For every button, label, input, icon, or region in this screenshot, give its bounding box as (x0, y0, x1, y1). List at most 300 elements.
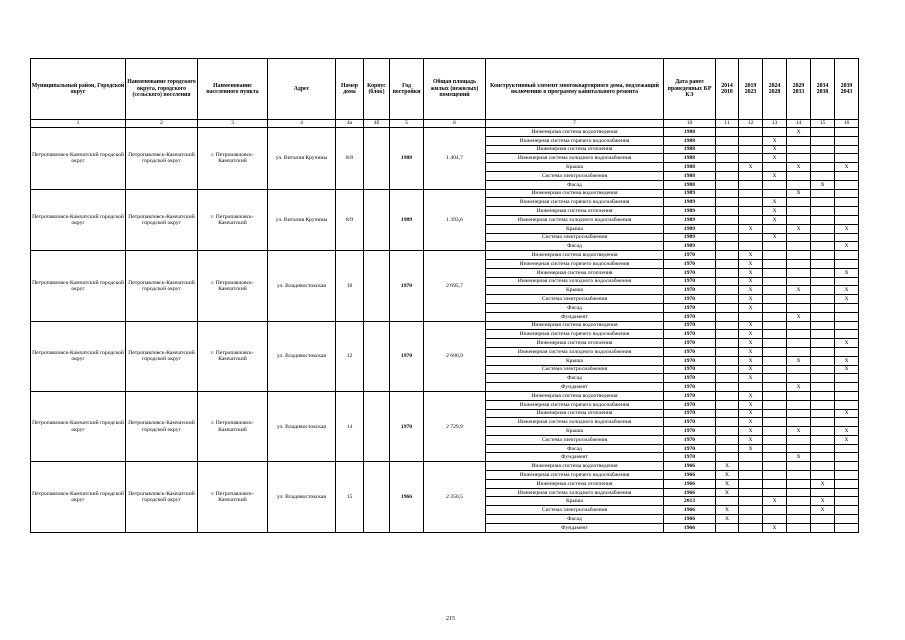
area-cell: 1 393,6 (424, 189, 486, 251)
period-mark-cell (787, 347, 811, 356)
column-header: Адрес (268, 59, 336, 120)
period-mark-cell: X (787, 383, 811, 392)
period-mark-cell (787, 207, 811, 216)
period-mark-cell (811, 198, 835, 207)
period-mark-cell: X (763, 145, 787, 154)
period-mark-cell (763, 128, 787, 137)
period-mark-cell: X (835, 365, 859, 374)
settlement-cell: Петропавловск-Камчатский городской округ (126, 251, 198, 321)
period-mark-cell (739, 497, 763, 506)
period-mark-cell (716, 523, 739, 532)
column-number: 6 (424, 120, 486, 128)
period-mark-cell: X (763, 233, 787, 242)
locality-cell: г. Петропавловск-Камчатский (198, 321, 268, 391)
period-mark-cell: X (763, 136, 787, 145)
period-mark-cell: X (811, 180, 835, 189)
column-number: 10 (664, 120, 716, 128)
element-name-cell: Крыша (486, 286, 664, 295)
period-mark-cell (739, 171, 763, 180)
table-row (31, 189, 859, 198)
column-number: 13 (763, 120, 787, 128)
period-mark-cell (739, 479, 763, 488)
period-mark-cell (811, 189, 835, 198)
period-mark-cell (716, 409, 739, 418)
block-cell (364, 462, 390, 532)
period-mark-cell (763, 409, 787, 418)
period-mark-cell (716, 444, 739, 453)
build-year-cell: 1970 (390, 391, 424, 461)
period-mark-cell (787, 400, 811, 409)
column-number: 7 (486, 120, 664, 128)
column-header: Муниципальный район, Городской округ (31, 59, 126, 120)
element-name-cell: Система электроснабжения (486, 171, 664, 180)
period-mark-cell (787, 268, 811, 277)
column-number: 14 (787, 120, 811, 128)
element-name-cell: Инженерная система горячего водоснабжения (486, 136, 664, 145)
period-mark-cell (787, 374, 811, 383)
element-name-cell: Фундамент (486, 453, 664, 462)
period-mark-cell (716, 356, 739, 365)
house-number-cell: 8/9 (336, 189, 364, 251)
repair-date-cell: 1966 (664, 488, 716, 497)
period-mark-cell (716, 303, 739, 312)
period-mark-cell (763, 242, 787, 251)
period-mark-cell: X (739, 374, 763, 383)
period-mark-cell (811, 330, 835, 339)
header-row (31, 59, 859, 120)
element-name-cell: Фасад (486, 180, 664, 189)
column-header: Наименование городского округа, городского (сельского) поселения (126, 59, 198, 120)
period-mark-cell (716, 268, 739, 277)
period-mark-cell (739, 233, 763, 242)
period-mark-cell (811, 286, 835, 295)
period-mark-cell (763, 479, 787, 488)
period-mark-cell (787, 391, 811, 400)
repair-date-cell: 1970 (664, 251, 716, 260)
column-number: 16 (835, 120, 859, 128)
period-mark-cell (739, 189, 763, 198)
period-mark-cell (716, 145, 739, 154)
period-mark-cell (835, 277, 859, 286)
period-mark-cell (787, 259, 811, 268)
element-name-cell: Фасад (486, 242, 664, 251)
period-mark-cell (763, 471, 787, 480)
element-name-cell: Система электроснабжения (486, 365, 664, 374)
period-mark-cell (811, 259, 835, 268)
column-header: 2019 2023 (739, 59, 763, 120)
period-mark-cell: X (739, 303, 763, 312)
document-page (30, 58, 859, 533)
period-mark-cell: X (716, 462, 739, 471)
period-mark-cell (763, 506, 787, 515)
period-mark-cell (716, 321, 739, 330)
period-mark-cell (811, 171, 835, 180)
repair-date-cell: 1966 (664, 523, 716, 532)
period-mark-cell (811, 321, 835, 330)
period-mark-cell (716, 215, 739, 224)
repair-date-cell: 1970 (664, 277, 716, 286)
period-mark-cell (835, 506, 859, 515)
repair-date-cell: 1970 (664, 339, 716, 348)
column-header: 2014 2018 (716, 59, 739, 120)
period-mark-cell (835, 374, 859, 383)
period-mark-cell (739, 453, 763, 462)
table-row (31, 128, 859, 137)
period-mark-cell (835, 128, 859, 137)
period-mark-cell (811, 391, 835, 400)
period-mark-cell (716, 207, 739, 216)
period-mark-cell (716, 251, 739, 260)
period-mark-cell (763, 277, 787, 286)
repair-date-cell: 1970 (664, 435, 716, 444)
period-mark-cell (716, 224, 739, 233)
block-cell (364, 391, 390, 461)
period-mark-cell (787, 523, 811, 532)
repair-date-cell: 1970 (664, 391, 716, 400)
period-mark-cell: X (763, 198, 787, 207)
element-name-cell: Крыша (486, 163, 664, 172)
settlement-cell: Петропавловск-Камчатский городской округ (126, 321, 198, 391)
period-mark-cell (716, 435, 739, 444)
period-mark-cell (835, 145, 859, 154)
period-mark-cell: X (739, 400, 763, 409)
period-mark-cell (763, 515, 787, 524)
column-number: 1 (31, 120, 126, 128)
period-mark-cell (716, 427, 739, 436)
period-mark-cell (739, 462, 763, 471)
period-mark-cell (835, 154, 859, 163)
repair-date-cell: 1970 (664, 321, 716, 330)
period-mark-cell (835, 383, 859, 392)
period-mark-cell (763, 251, 787, 260)
element-name-cell: Система электроснабжения (486, 295, 664, 304)
column-number: 5 (390, 120, 424, 128)
repair-date-cell: 1989 (664, 242, 716, 251)
period-mark-cell (835, 233, 859, 242)
period-mark-cell (787, 506, 811, 515)
period-mark-cell (763, 427, 787, 436)
period-mark-cell (716, 400, 739, 409)
period-mark-cell (811, 312, 835, 321)
period-mark-cell: X (835, 339, 859, 348)
period-mark-cell (835, 189, 859, 198)
period-mark-cell (763, 189, 787, 198)
area-cell: 2 695,7 (424, 251, 486, 321)
repair-date-cell: 1970 (664, 330, 716, 339)
repair-date-cell: 1989 (664, 189, 716, 198)
period-mark-cell (787, 242, 811, 251)
period-mark-cell (811, 471, 835, 480)
period-mark-cell: X (739, 163, 763, 172)
element-name-cell: Крыша (486, 356, 664, 365)
period-mark-cell (787, 435, 811, 444)
period-mark-cell (811, 435, 835, 444)
period-mark-cell (787, 409, 811, 418)
period-mark-cell (763, 330, 787, 339)
period-mark-cell (716, 189, 739, 198)
period-mark-cell: X (739, 365, 763, 374)
build-year-cell: 1989 (390, 189, 424, 251)
period-mark-cell (835, 515, 859, 524)
period-mark-cell (787, 444, 811, 453)
column-header: 2039 2043 (835, 59, 859, 120)
settlement-cell: Петропавловск-Камчатский городской округ (126, 462, 198, 532)
period-mark-cell (716, 383, 739, 392)
period-mark-cell (763, 418, 787, 427)
period-mark-cell (716, 418, 739, 427)
repair-date-cell: 1989 (664, 233, 716, 242)
column-header: Дата ранее проведенных КР КЭ (664, 59, 716, 120)
period-mark-cell (835, 479, 859, 488)
settlement-cell: Петропавловск-Камчатский городской округ (126, 189, 198, 251)
element-name-cell: Инженерная система холодного водоснабжения (486, 347, 664, 356)
period-mark-cell (835, 198, 859, 207)
period-mark-cell (835, 444, 859, 453)
period-mark-cell (763, 462, 787, 471)
period-mark-cell: X (739, 286, 763, 295)
repair-date-cell: 1988 (664, 136, 716, 145)
build-year-cell: 1966 (390, 462, 424, 532)
period-mark-cell: X (787, 356, 811, 365)
period-mark-cell (811, 409, 835, 418)
period-mark-cell (716, 295, 739, 304)
period-mark-cell (787, 479, 811, 488)
period-mark-cell: X (787, 312, 811, 321)
period-mark-cell: X (835, 356, 859, 365)
period-mark-cell (835, 215, 859, 224)
period-mark-cell: X (739, 391, 763, 400)
period-mark-cell: X (787, 427, 811, 436)
repair-date-cell: 1989 (664, 215, 716, 224)
period-mark-cell (787, 136, 811, 145)
period-mark-cell: X (739, 259, 763, 268)
house-number-cell: 14 (336, 391, 364, 461)
repair-date-cell: 1970 (664, 356, 716, 365)
element-name-cell: Инженерная система отопления (486, 339, 664, 348)
period-mark-cell (811, 128, 835, 137)
column-number: 2 (126, 120, 198, 128)
repair-date-cell: 1970 (664, 444, 716, 453)
period-mark-cell (716, 154, 739, 163)
period-mark-cell: X (811, 497, 835, 506)
period-mark-cell: X (763, 207, 787, 216)
period-mark-cell (716, 136, 739, 145)
column-header: Наименование населенного пункта (198, 59, 268, 120)
repair-date-cell: 2013 (664, 497, 716, 506)
address-cell: ул. Виталия Кручины (268, 128, 336, 190)
column-header: Год постройки (390, 59, 424, 120)
period-mark-cell (811, 515, 835, 524)
period-mark-cell (739, 207, 763, 216)
period-mark-cell (835, 312, 859, 321)
repair-date-cell: 1966 (664, 471, 716, 480)
period-mark-cell (739, 180, 763, 189)
period-mark-cell (835, 136, 859, 145)
capital-repair-table (30, 58, 859, 533)
locality-cell: г. Петропавловск-Камчатский (198, 391, 268, 461)
table-row (31, 462, 859, 471)
locality-cell: г. Петропавловск-Камчатский (198, 251, 268, 321)
block-cell (364, 189, 390, 251)
column-header: 2029 2033 (787, 59, 811, 120)
period-mark-cell (811, 418, 835, 427)
period-mark-cell (787, 471, 811, 480)
period-mark-cell (787, 365, 811, 374)
period-mark-cell: X (835, 286, 859, 295)
column-number-row (31, 120, 859, 128)
period-mark-cell (716, 242, 739, 251)
period-mark-cell (811, 145, 835, 154)
element-name-cell: Инженерная система горячего водоснабжения (486, 330, 664, 339)
period-mark-cell (763, 453, 787, 462)
period-mark-cell (787, 145, 811, 154)
period-mark-cell (787, 330, 811, 339)
period-mark-cell (811, 303, 835, 312)
column-header: Номер дома (336, 59, 364, 120)
locality-cell: г. Петропавловск-Камчатский (198, 189, 268, 251)
column-header: 2034 2038 (811, 59, 835, 120)
period-mark-cell (811, 444, 835, 453)
area-cell: 1 404,7 (424, 128, 486, 190)
period-mark-cell (787, 497, 811, 506)
repair-date-cell: 1970 (664, 400, 716, 409)
element-name-cell: Фундамент (486, 523, 664, 532)
area-cell: 2 729,9 (424, 391, 486, 461)
period-mark-cell: X (739, 330, 763, 339)
period-mark-cell: X (739, 418, 763, 427)
repair-date-cell: 1988 (664, 171, 716, 180)
period-mark-cell: X (763, 497, 787, 506)
period-mark-cell (811, 215, 835, 224)
period-mark-cell: X (739, 251, 763, 260)
period-mark-cell (835, 471, 859, 480)
element-name-cell: Инженерная система отопления (486, 409, 664, 418)
period-mark-cell (763, 321, 787, 330)
period-mark-cell: X (787, 128, 811, 137)
period-mark-cell (716, 339, 739, 348)
column-header: 2024 2028 (763, 59, 787, 120)
period-mark-cell (716, 374, 739, 383)
period-mark-cell: X (787, 453, 811, 462)
period-mark-cell: X (739, 444, 763, 453)
period-mark-cell (716, 198, 739, 207)
element-name-cell: Система электроснабжения (486, 233, 664, 242)
period-mark-cell (835, 391, 859, 400)
locality-cell: г. Петропавловск-Камчатский (198, 128, 268, 190)
repair-date-cell: 1970 (664, 453, 716, 462)
repair-date-cell: 1970 (664, 418, 716, 427)
period-mark-cell (763, 444, 787, 453)
period-mark-cell: X (739, 321, 763, 330)
repair-date-cell: 1966 (664, 462, 716, 471)
repair-date-cell: 1988 (664, 128, 716, 137)
period-mark-cell (763, 339, 787, 348)
period-mark-cell: X (716, 488, 739, 497)
period-mark-cell (811, 251, 835, 260)
element-name-cell: Инженерная система водоотведения (486, 128, 664, 137)
repair-date-cell: 1988 (664, 145, 716, 154)
element-name-cell: Инженерная система водоотведения (486, 321, 664, 330)
period-mark-cell (739, 145, 763, 154)
period-mark-cell: X (739, 409, 763, 418)
period-mark-cell: X (763, 523, 787, 532)
period-mark-cell (811, 295, 835, 304)
period-mark-cell (787, 154, 811, 163)
repair-date-cell: 1970 (664, 374, 716, 383)
period-mark-cell: X (763, 215, 787, 224)
element-name-cell: Инженерная система водоотведения (486, 462, 664, 471)
element-name-cell: Фундамент (486, 312, 664, 321)
repair-date-cell: 1966 (664, 479, 716, 488)
table-row (31, 391, 859, 400)
period-mark-cell: X (835, 435, 859, 444)
element-name-cell: Инженерная система горячего водоснабжения (486, 259, 664, 268)
period-mark-cell (763, 286, 787, 295)
period-mark-cell (787, 515, 811, 524)
district-cell: Петропавловск-Камчатский городской округ (31, 462, 126, 532)
period-mark-cell (835, 171, 859, 180)
period-mark-cell: X (835, 163, 859, 172)
period-mark-cell (811, 136, 835, 145)
block-cell (364, 321, 390, 391)
period-mark-cell (811, 347, 835, 356)
period-mark-cell: X (763, 171, 787, 180)
column-number: 11 (716, 120, 739, 128)
period-mark-cell (763, 268, 787, 277)
period-mark-cell: X (835, 242, 859, 251)
period-mark-cell: X (811, 506, 835, 515)
period-mark-cell (835, 207, 859, 216)
period-mark-cell (716, 453, 739, 462)
element-name-cell: Инженерная система холодного водоснабжения (486, 418, 664, 427)
table-body (31, 128, 859, 533)
period-mark-cell (811, 427, 835, 436)
period-mark-cell (763, 312, 787, 321)
period-mark-cell (835, 418, 859, 427)
address-cell: ул. Владивостокская (268, 251, 336, 321)
element-name-cell: Фасад (486, 374, 664, 383)
repair-date-cell: 1970 (664, 295, 716, 304)
house-number-cell: 8/8 (336, 128, 364, 190)
period-mark-cell (739, 471, 763, 480)
element-name-cell: Инженерная система отопления (486, 268, 664, 277)
period-mark-cell: X (787, 286, 811, 295)
period-mark-cell: X (835, 295, 859, 304)
page-number: 215 (446, 616, 455, 622)
period-mark-cell (739, 488, 763, 497)
repair-date-cell: 1970 (664, 427, 716, 436)
settlement-cell: Петропавловск-Камчатский городской округ (126, 391, 198, 461)
table-row (31, 251, 859, 260)
period-mark-cell (716, 233, 739, 242)
repair-date-cell: 1988 (664, 180, 716, 189)
period-mark-cell: X (739, 295, 763, 304)
period-mark-cell (835, 180, 859, 189)
period-mark-cell (787, 462, 811, 471)
district-cell: Петропавловск-Камчатский городской округ (31, 321, 126, 391)
period-mark-cell (763, 365, 787, 374)
period-mark-cell (763, 383, 787, 392)
period-mark-cell (811, 224, 835, 233)
column-header: Конструктивный элемент многоквартирного дома, подлежащий включению в программу капитального ремонта (486, 59, 664, 120)
element-name-cell: Крыша (486, 497, 664, 506)
element-name-cell: Инженерная система холодного водоснабжения (486, 488, 664, 497)
column-header: Корпус (блок) (364, 59, 390, 120)
period-mark-cell: X (716, 471, 739, 480)
repair-date-cell: 1966 (664, 515, 716, 524)
period-mark-cell (763, 259, 787, 268)
period-mark-cell (787, 251, 811, 260)
